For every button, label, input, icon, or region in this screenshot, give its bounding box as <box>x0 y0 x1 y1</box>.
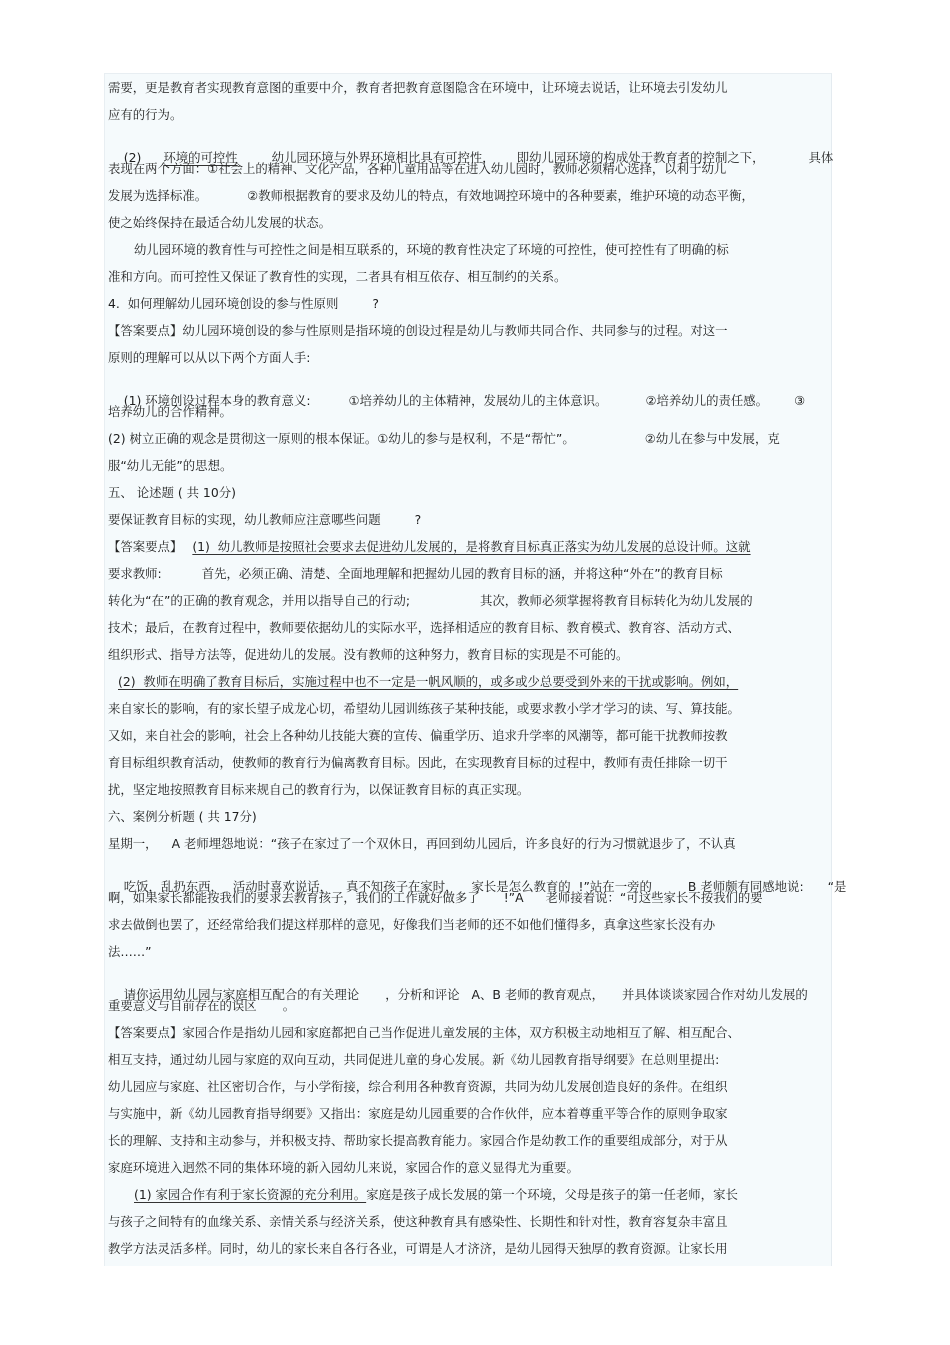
text-span: ，分析和评论 <box>385 987 460 1002</box>
underlined-point: (1) 家园合作有利于家长资源的充分利用。 <box>134 1187 367 1202</box>
text-span: 【答案要点】家园合作是指幼儿园和家庭都把自己当作促进儿童发展的主体，双方积极主动地相互了解、相互配合、 <box>108 1025 740 1040</box>
text-span: 吃饭，乱扔东西， <box>123 879 223 894</box>
text-span: 。 <box>282 998 296 1013</box>
text-span: 首先，必须正确、清楚、全面地理解和把握幼儿园的教育目标的涵，并将这种“外在”的教育目标 <box>201 566 723 581</box>
text-span: B 老师颇有同感地说: <box>687 879 804 894</box>
text-span: 与实施中，新《幼儿园教育指导纲要》又指出：家庭是幼儿园重要的合作伙伴，应本着尊重平等合作的原则争取家 <box>108 1106 728 1121</box>
text-span: 具体 <box>808 150 834 165</box>
text-line <box>108 1214 728 1230</box>
text-span: 星期一， <box>108 836 158 851</box>
text-line <box>108 890 763 906</box>
text-span: (2) 树立正确的观念是贯彻这一原则的根本保证。①幼儿的参与是权利，不是“帮忙”。 <box>108 431 575 446</box>
text-line <box>108 1079 728 1095</box>
text-span: ②教师根据教育的要求及幼儿的特点，有效地调控环境中的各种要素，维护环境的动态平衡， <box>247 188 754 203</box>
underlined-term: 环境的可控性 <box>163 150 238 165</box>
text-span: 表现在两个方面：①社会上的精神、文化产品，各种儿童用品等在进入幼儿园时，教师必须精心选择，以利于幼儿 <box>108 161 727 176</box>
text-line <box>108 539 751 555</box>
text-span: 六、案例分析题 ( 共 17分) <box>108 809 257 824</box>
text-span: 组织形式、指导方法等，促进幼儿的发展。没有教师的这种努力，教育目标的实现是不可能的。 <box>108 647 629 662</box>
text-line <box>118 674 738 690</box>
text-line <box>134 1187 738 1203</box>
text-line <box>108 998 295 1014</box>
underlined-point: (2) 教师在明确了教育目标后，实施过程中也不一定是一帆风顺的，或多或少总要受到外来的干扰或影响。例如， <box>118 674 739 689</box>
text-line <box>108 350 310 366</box>
text-span: 老师接着说：“可这些家长不按我们的要 <box>545 890 763 905</box>
text-span: A、B 老师的教育观点， <box>471 987 604 1002</box>
text-span: 幼儿园应与家庭、社区密切合作，与小学衔接，综合利用各种教育资源，共同为幼儿发展创造良好的条件。在组织 <box>108 1079 728 1094</box>
text-span: ①培养幼儿的主体精神，发展幼儿的主体意识。 <box>348 393 608 408</box>
text-line <box>108 107 182 123</box>
text-span: 又如，来自社会的影响，社会上各种幼儿技能大赛的宣传、偏重学历、追求升学率的风潮等，都可能干扰教师按教 <box>108 728 728 743</box>
text-span: 教学方法灵活多样。同时，幼儿的家长来自各行各业，可谓是人才济济，是幼儿园得天独厚的教育资源。让家长用 <box>108 1241 728 1256</box>
text-line <box>108 161 726 177</box>
text-span: 法……” <box>108 944 152 959</box>
text-span: ②幼儿在参与中发展，克 <box>644 431 780 446</box>
text-line <box>108 323 728 339</box>
text-span: 长的理解、支持和主动参与，并积极支持、帮助家长提高教育能力。家园合作是幼教工作的重要组成部分，对于从 <box>108 1133 728 1148</box>
text-span: ? <box>414 512 422 527</box>
text-span: 应有的行为。 <box>108 107 183 122</box>
text-line <box>108 728 728 744</box>
text-span: ? <box>372 296 379 311</box>
text-span: 家庭是孩子成长发展的第一个环境，父母是孩子的第一任老师，家长 <box>366 1187 738 1202</box>
text-span: 培养幼儿的合作精神。 <box>108 404 232 419</box>
text-line <box>108 1052 719 1068</box>
question-4 <box>108 296 379 312</box>
text-line <box>108 701 740 717</box>
text-span: 重要意义与目前存在的误区 <box>108 998 257 1013</box>
text-line <box>108 620 740 636</box>
text-line <box>108 782 529 798</box>
text-line <box>108 647 628 663</box>
item-number: (2) <box>123 150 142 165</box>
text-span: 使之始终保持在最适合幼儿发展的状态。 <box>108 215 332 230</box>
text-line <box>108 1160 579 1176</box>
text-line <box>108 188 754 204</box>
text-span: 需要，更是教育者实现教育意图的重要中介，教育者把教育意图隐含在环境中，让环境去说话，让环境去引发幼儿 <box>108 80 728 95</box>
text-span: 发展为选择标准。 <box>108 188 208 203</box>
text-span: 家庭环境进入迥然不同的集体环境的新入园幼儿来说，家园合作的意义显得尤为重要。 <box>108 1160 579 1175</box>
text-span: 家长是怎么教育的 !”站在一旁的 <box>471 879 652 894</box>
text-span: 即幼儿园环境的构成处于教育者的控制之下， <box>516 150 765 165</box>
text-line <box>108 593 753 609</box>
text-span: 【答案要点】幼儿园环境创设的参与性原则是指环境的创设过程是幼儿与教师共同合作、共同参与的过程。对这一 <box>108 323 728 338</box>
text-line <box>108 944 152 960</box>
text-span: 技术；最后，在教育过程中，教师要依据幼儿的实际水平，选择相适应的教育目标、教育模式、教育容、活动方式、 <box>108 620 740 635</box>
text-line <box>108 458 232 474</box>
text-line <box>108 512 421 528</box>
text-span: 来自家长的影响，有的家长望子成龙心切，希望幼儿园训练孩子某种技能，或要求教小学才学习的读、写、算技能。 <box>108 701 740 716</box>
text-span: 与孩子之间特有的血缘关系、亲情关系与经济关系，使这种教育具有感染性、长期性和针对性，教育容复杂丰富且 <box>108 1214 728 1229</box>
text-line <box>108 431 780 447</box>
text-span: 幼儿园环境与外界环境相比具有可控性， <box>271 150 495 165</box>
text-span: 扰，坚定地按照教育目标来规自己的教育行为，以保证教育目标的真正实现。 <box>108 782 530 797</box>
text-line <box>108 917 715 933</box>
text-span: 服“幼儿无能”的思想。 <box>108 458 233 473</box>
text-line <box>108 1106 728 1122</box>
text-span: 啊，如果家长都能按我们的要求去教育孩子，我们的工作就好做多了 <box>108 890 480 905</box>
text-span: “是 <box>827 879 847 894</box>
text-span: 准和方向。而可控性又保证了教育性的实现，二者具有相互依存、相互制约的关系。 <box>108 269 567 284</box>
text-span: 原则的理解可以从以下两个方面人手: <box>108 350 311 365</box>
text-line <box>108 755 728 771</box>
text-span: 要保证教育目标的实现，幼儿教师应注意哪些问题 <box>108 512 381 527</box>
text-line <box>108 215 331 231</box>
text-span: 并具体谈谈家园合作对幼儿发展的 <box>621 987 808 1002</box>
text-line <box>108 1025 740 1041</box>
text-span: 其次，教师必须掌握将教育目标转化为幼儿发展的 <box>480 593 753 608</box>
text-span: 五、 论述题 ( 共 10分) <box>108 485 236 500</box>
text-span: 要求教师: <box>108 566 162 581</box>
text-span: 真不知孩子在家时， <box>346 879 458 894</box>
text-span: !”A <box>503 890 524 905</box>
section-heading-6 <box>108 809 257 825</box>
text-span: A 老师埋怨地说：“孩子在家过了一个双休日，再回到幼儿园后，许多良好的行为习惯就退步了，不认真 <box>171 836 736 851</box>
text-span: 【答案要点】 <box>108 539 183 554</box>
text-span: 求去做倒也罢了，还经常给我们提这样那样的意见，好像我们当老师的还不如他们懂得多，真拿这些家长没有办 <box>108 917 716 932</box>
text-span: 4. 如何理解幼儿园环境创设的参与性原则 <box>108 296 339 311</box>
text-line <box>108 404 232 420</box>
text-line <box>108 269 566 285</box>
text-line <box>108 566 723 582</box>
text-span: 请你运用幼儿园与家庭相互配合的有关理论 <box>123 987 360 1002</box>
text-span: 活动时喜欢说话， <box>232 879 333 894</box>
text-span: ③ <box>794 393 806 408</box>
text-line <box>108 836 736 852</box>
text-line <box>108 1241 728 1257</box>
text-span: 幼儿园环境的教育性与可控性之间是相互联系的，环境的教育性决定了环境的可控性，使可控性有了明确的标 <box>134 242 729 257</box>
text-span: 转化为“在”的正确的教育观念，并用以指导自己的行动; <box>108 593 410 608</box>
text-line <box>134 242 729 258</box>
text-span: (1) 环境创设过程本身的教育意义: <box>123 393 311 408</box>
underlined-point: (1) 幼儿教师是按照社会要求去促进幼儿发展的，是将教育目标真正落实为幼儿发展的总设计师。这就 <box>192 539 751 554</box>
text-span: 育目标组织教育活动，使教师的教育行为偏离教育目标。因此，在实现教育目标的过程中，教师有责任排除一切干 <box>108 755 728 770</box>
text-span: 相互支持，通过幼儿园与家庭的双向互动，共同促进儿童的身心发展。新《幼儿园教育指导纲要》在总则里提出: <box>108 1052 720 1067</box>
text-span: ②培养幼儿的责任感。 <box>645 393 769 408</box>
text-line <box>108 1133 728 1149</box>
text-line <box>108 80 728 96</box>
section-heading-5 <box>108 485 236 501</box>
